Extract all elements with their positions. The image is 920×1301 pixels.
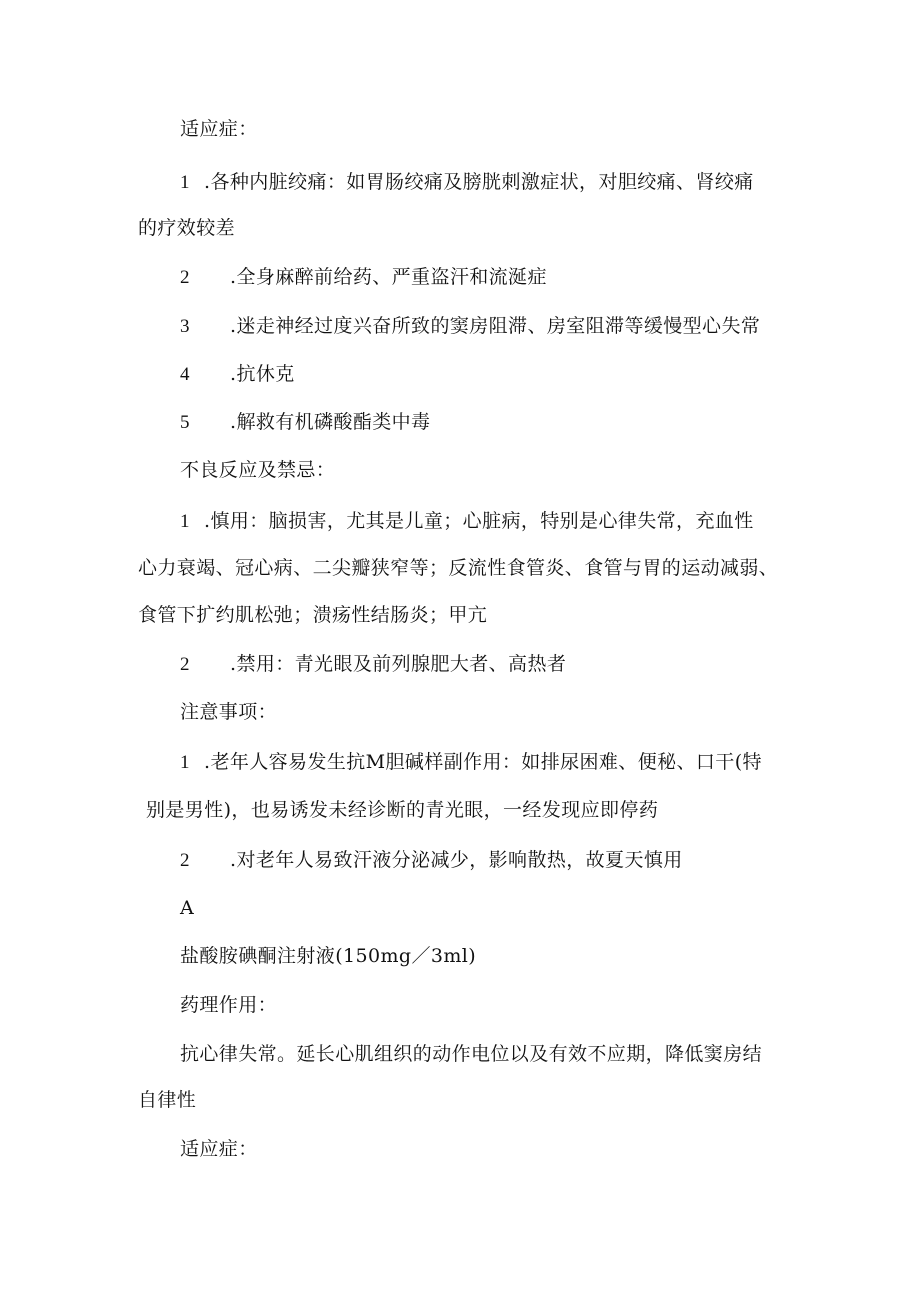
adverse-item-1-continuation-2: 食管下扩约肌松弛；溃疡性结肠炎；甲亢 bbox=[138, 604, 488, 626]
item-number: 1 bbox=[180, 752, 190, 773]
indication-item-5 bbox=[180, 410, 430, 435]
adverse-item-2 bbox=[180, 652, 566, 677]
pharmacology-paragraph-line-1: 抗心律失常。延长心肌组织的动作电位以及有效不应期，降低窦房结 bbox=[180, 1043, 763, 1065]
item-number: 2 bbox=[180, 850, 190, 871]
section-heading-precautions: 注意事项： bbox=[180, 701, 278, 723]
item-number: 5 bbox=[180, 412, 190, 433]
item-text: .迷走神经过度兴奋所致的窦房阻滞、房室阻滞等缓慢型心失常 bbox=[230, 315, 761, 337]
item-number: 1 bbox=[180, 172, 190, 193]
adverse-item-1-continuation-1: 心力衰竭、冠心病、二尖瓣狭窄等；反流性食管炎、食管与胃的运动减弱、 bbox=[138, 557, 779, 579]
indication-item-4 bbox=[180, 362, 295, 387]
drug-title: 盐酸胺碘酮注射液(150mg／3ml) bbox=[180, 945, 477, 967]
section-heading-indications: 适应症： bbox=[180, 118, 258, 140]
item-text: .解救有机磷酸酯类中毒 bbox=[230, 411, 431, 433]
section-heading-adverse: 不良反应及禁忌： bbox=[180, 459, 336, 481]
precaution-item-2 bbox=[180, 848, 683, 873]
item-number: 2 bbox=[180, 654, 190, 675]
pharmacology-paragraph-line-2: 自律性 bbox=[138, 1089, 197, 1111]
precaution-item-1 bbox=[180, 750, 762, 775]
item-number: 2 bbox=[180, 267, 190, 288]
item-text: .全身麻醉前给药、严重盗汗和流涎症 bbox=[230, 266, 547, 288]
indication-item-1 bbox=[180, 170, 754, 195]
item-number: 1 bbox=[180, 511, 190, 532]
item-text: .各种内脏绞痛：如胃肠绞痛及膀胱刺激症状，对胆绞痛、肾绞痛 bbox=[204, 171, 754, 193]
item-number: 4 bbox=[180, 364, 190, 385]
item-text: .老年人容易发生抗M胆碱样副作用：如排尿困难、便秘、口干(特 bbox=[204, 751, 762, 773]
item-text: .禁用：青光眼及前列腺肥大者、高热者 bbox=[230, 653, 567, 675]
indication-item-3 bbox=[180, 314, 760, 339]
adverse-item-1 bbox=[180, 509, 754, 534]
section-heading-pharmacology: 药理作用： bbox=[180, 994, 278, 1016]
item-text: .抗休克 bbox=[230, 363, 295, 385]
indication-item-1-continuation: 的疗效较差 bbox=[138, 217, 236, 239]
indication-item-2 bbox=[180, 265, 547, 290]
precaution-item-1-continuation: 别是男性)，也易诱发未经诊断的青光眼，一经发现应即停药 bbox=[146, 799, 659, 821]
section-marker: A bbox=[180, 897, 195, 919]
item-text: .慎用：脑损害，尤其是儿童；心脏病，特别是心律失常，充血性 bbox=[204, 510, 754, 532]
item-text: .对老年人易致汗液分泌减少，影响散热，故夏天慎用 bbox=[230, 849, 683, 871]
item-number: 3 bbox=[180, 316, 190, 337]
section-heading-indications-2: 适应症： bbox=[180, 1138, 258, 1160]
